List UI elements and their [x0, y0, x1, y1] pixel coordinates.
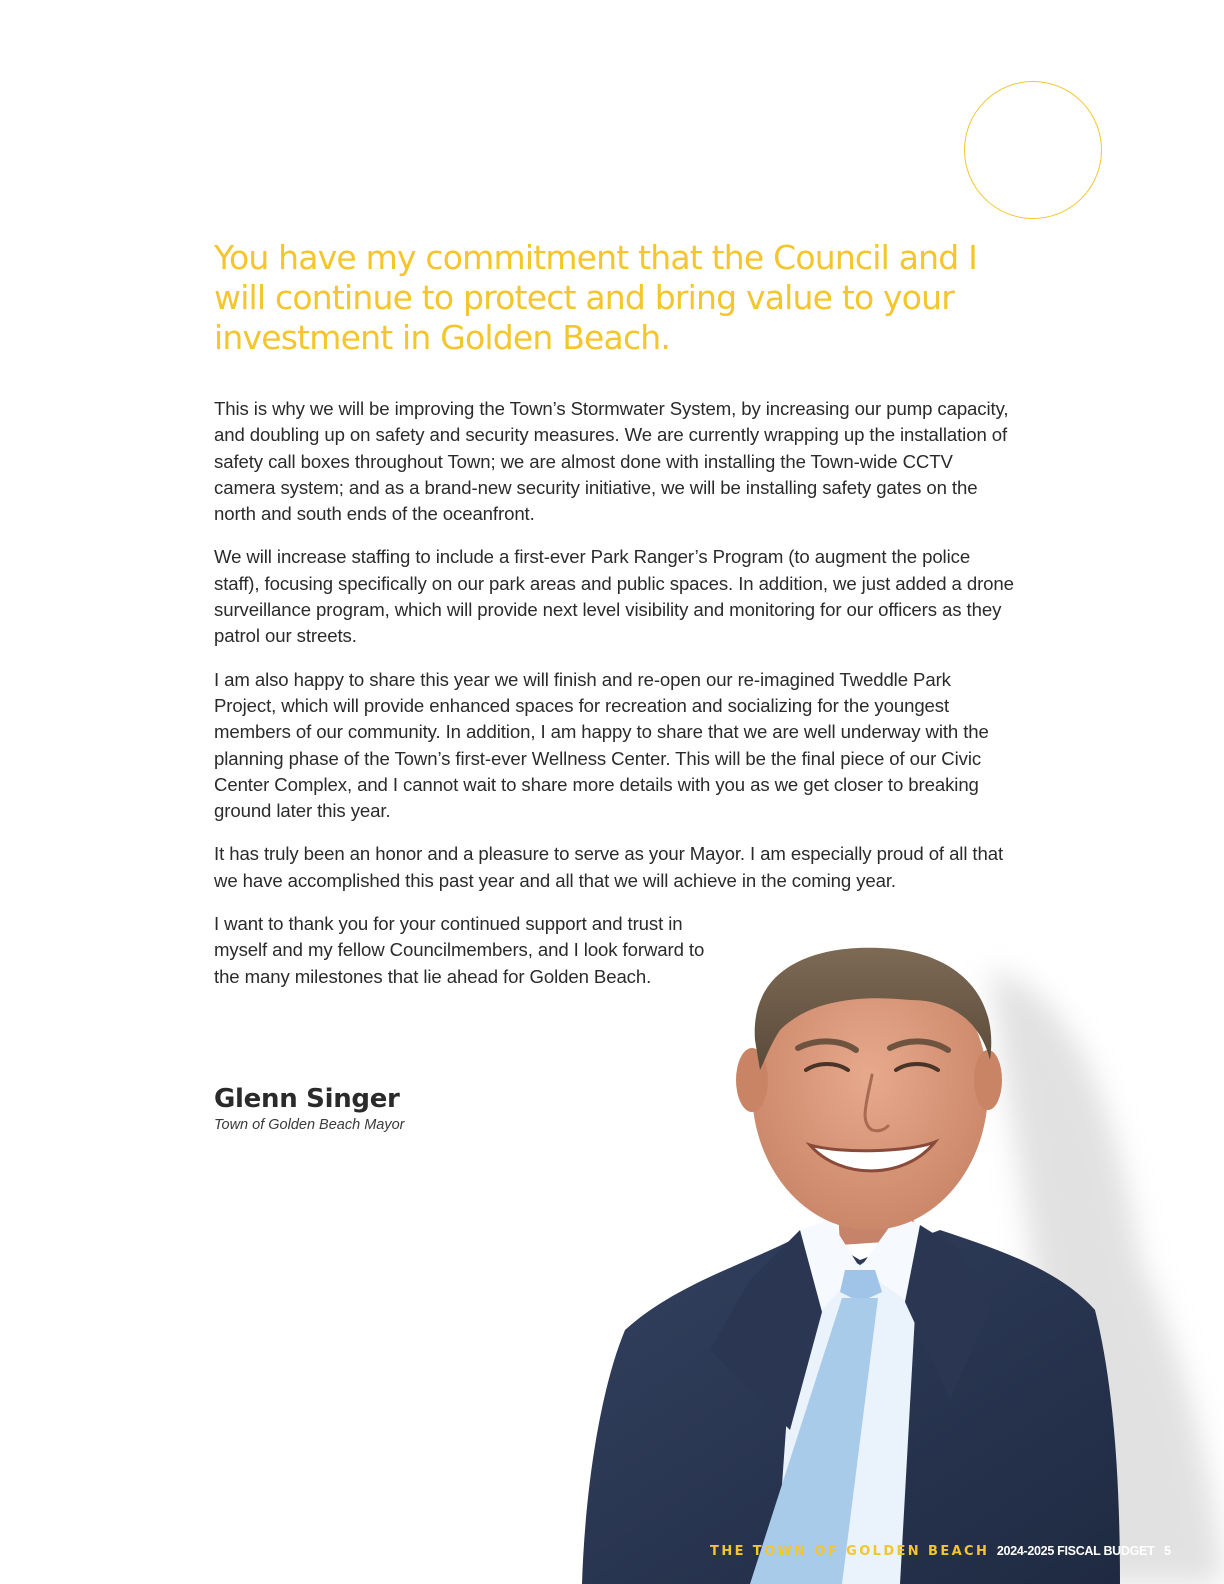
footer-brand: THE TOWN OF GOLDEN BEACH	[710, 1544, 990, 1559]
paragraph-honor: It has truly been an honor and a pleasure to serve as your Mayor. I am especially proud of all that we have accomplished this past year and all that we will achieve in the coming year.	[214, 843, 1004, 891]
signature-block	[214, 1082, 405, 1134]
letter-body	[214, 396, 1014, 1007]
page-footer	[710, 1543, 1171, 1560]
paragraph-staffing: We will increase staffing to include a first-ever Park Ranger’s Program (to augment the police staff), focusing specifically on our park areas and public spaces. In addition, we just added a drone surveillance program, which will provide next level visibility and monitoring for our officers as they patrol our streets.	[214, 546, 1014, 647]
paragraph-thanks: I want to thank you for your continued support and trust in myself and my fellow Councilmembers, and I look forward to the many milestones that lie ahead for Golden Beach.	[214, 913, 705, 987]
pull-quote: You have my commitment that the Council and I will continue to protect and bring value to your investment in Golden Beach.	[214, 238, 978, 357]
ear-right	[974, 1050, 1002, 1110]
signature-title: Town of Golden Beach Mayor	[214, 1117, 405, 1133]
page-number: 5	[1164, 1544, 1171, 1558]
footer-budget-title: 2024-2025 FISCAL BUDGET	[996, 1544, 1155, 1558]
paragraph-parks: I am also happy to share this year we will finish and re-open our re-imagined Tweddle Park Project, which will provide enhanced spaces for recreation and socializing for the youngest members of our community. In addition, I am happy to share that we are well underway with the planning phase of the Town’s first-ever Wellness Center. This will be the final piece of our Civic Center Complex, and I cannot wait to share more details with you as we get closer to breaking ground later this year.	[214, 668, 989, 822]
mayor-portrait	[560, 930, 1224, 1584]
signature-name: Glenn Singer	[214, 1084, 400, 1114]
decorative-circle	[964, 81, 1102, 219]
paragraph-stormwater: This is why we will be improving the Town’s Stormwater System, by increasing our pump capacity, and doubling up on safety and security measures. We are currently wrapping up the installation of safety call boxes throughout Town; we are almost done with installing the Town-wide CCTV camera system; and as a brand-new security initiative, we will be installing safety gates on the north and south ends of the oceanfront.	[214, 398, 1009, 525]
